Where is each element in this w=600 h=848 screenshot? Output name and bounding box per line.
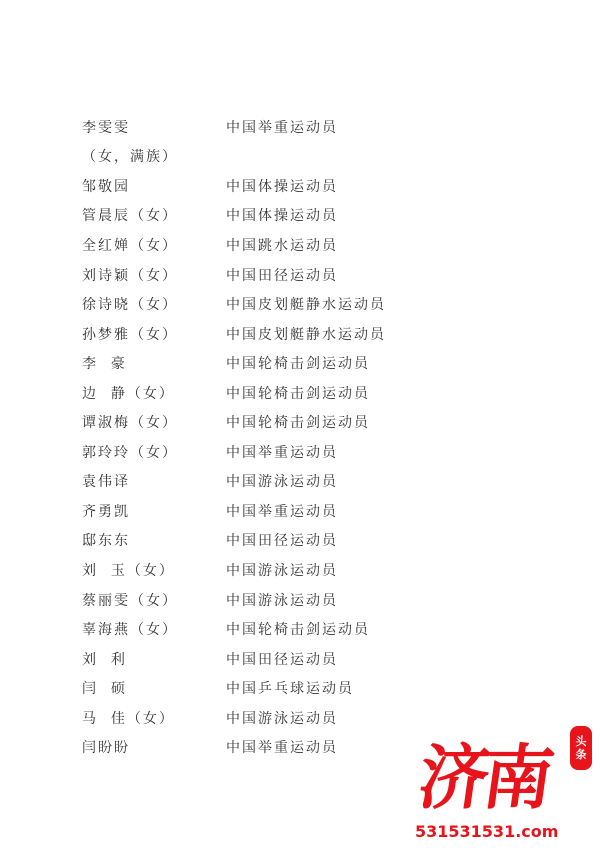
athlete-role: 中国田径运动员	[226, 533, 338, 550]
list-item	[82, 437, 386, 467]
athlete-role: 中国游泳运动员	[226, 710, 338, 727]
athlete-name: 闫 硕	[82, 681, 127, 698]
athlete-role: 中国体操运动员	[226, 178, 338, 195]
list-item	[82, 467, 386, 497]
list-item	[82, 230, 386, 260]
athlete-role: 中国皮划艇静水运动员	[226, 297, 386, 314]
athlete-name: 谭淑梅（女）	[82, 415, 178, 432]
athlete-name: 李 豪	[82, 356, 127, 373]
logo-badge	[570, 726, 592, 770]
list-item	[82, 378, 386, 408]
athlete-list	[82, 112, 386, 762]
athlete-name: 马 佳（女）	[82, 710, 175, 727]
athlete-name: 李雯雯	[82, 119, 130, 136]
athlete-role: 中国乒乓球运动员	[226, 681, 354, 698]
athlete-role: 中国举重运动员	[226, 119, 338, 136]
athlete-name: 邹敬园	[82, 178, 130, 195]
list-item	[82, 644, 386, 674]
athlete-name: 郭玲玲（女）	[82, 444, 178, 461]
list-item	[82, 496, 386, 526]
athlete-name: 闫盼盼	[82, 740, 130, 757]
athlete-name: 管晨辰（女）	[82, 208, 178, 225]
list-item	[82, 289, 386, 319]
list-item	[82, 201, 386, 231]
list-item	[82, 407, 386, 437]
watermark-logo	[410, 722, 600, 848]
athlete-name: 刘 玉（女）	[82, 562, 175, 579]
athlete-role: 中国体操运动员	[226, 208, 338, 225]
list-item	[82, 142, 386, 172]
athlete-name: 齐勇凯	[82, 503, 130, 520]
athlete-name: 辜海燕（女）	[82, 622, 178, 639]
list-item	[82, 526, 386, 556]
athlete-role: 中国轮椅击剑运动员	[226, 385, 370, 402]
athlete-name: 蔡丽雯（女）	[82, 592, 178, 609]
athlete-name: 全红婵（女）	[82, 237, 178, 254]
list-item	[82, 171, 386, 201]
athlete-role: 中国跳水运动员	[226, 237, 338, 254]
athlete-name: 刘 利	[82, 651, 127, 668]
list-item	[82, 614, 386, 644]
list-item	[82, 555, 386, 585]
athlete-role: 中国轮椅击剑运动员	[226, 415, 370, 432]
athlete-role: 中国举重运动员	[226, 444, 338, 461]
athlete-role: 中国轮椅击剑运动员	[226, 622, 370, 639]
athlete-role: 中国皮划艇静水运动员	[226, 326, 386, 343]
athlete-name: 孙梦雅（女）	[82, 326, 178, 343]
athlete-name: 边 静（女）	[82, 385, 175, 402]
list-item	[82, 703, 386, 733]
logo-url: 531531531.com	[415, 822, 559, 841]
list-item	[82, 348, 386, 378]
list-item	[82, 732, 386, 762]
athlete-name: （女，满族）	[82, 149, 178, 166]
badge-top: 头	[575, 735, 587, 748]
logo-text: 济南	[413, 736, 554, 819]
athlete-role: 中国轮椅击剑运动员	[226, 356, 370, 373]
list-item	[82, 673, 386, 703]
list-item	[82, 319, 386, 349]
athlete-role: 中国游泳运动员	[226, 474, 338, 491]
athlete-role: 中国举重运动员	[226, 503, 338, 520]
athlete-name: 袁伟译	[82, 474, 130, 491]
athlete-name: 邸东东	[82, 533, 130, 550]
athlete-name: 徐诗晓（女）	[82, 297, 178, 314]
athlete-role: 中国田径运动员	[226, 651, 338, 668]
athlete-name: 刘诗颖（女）	[82, 267, 178, 284]
badge-bottom: 条	[575, 748, 587, 761]
list-item	[82, 260, 386, 290]
list-item	[82, 585, 386, 615]
athlete-role: 中国游泳运动员	[226, 592, 338, 609]
athlete-role: 中国游泳运动员	[226, 562, 338, 579]
athlete-role: 中国举重运动员	[226, 740, 338, 757]
athlete-role: 中国田径运动员	[226, 267, 338, 284]
list-item	[82, 112, 386, 142]
